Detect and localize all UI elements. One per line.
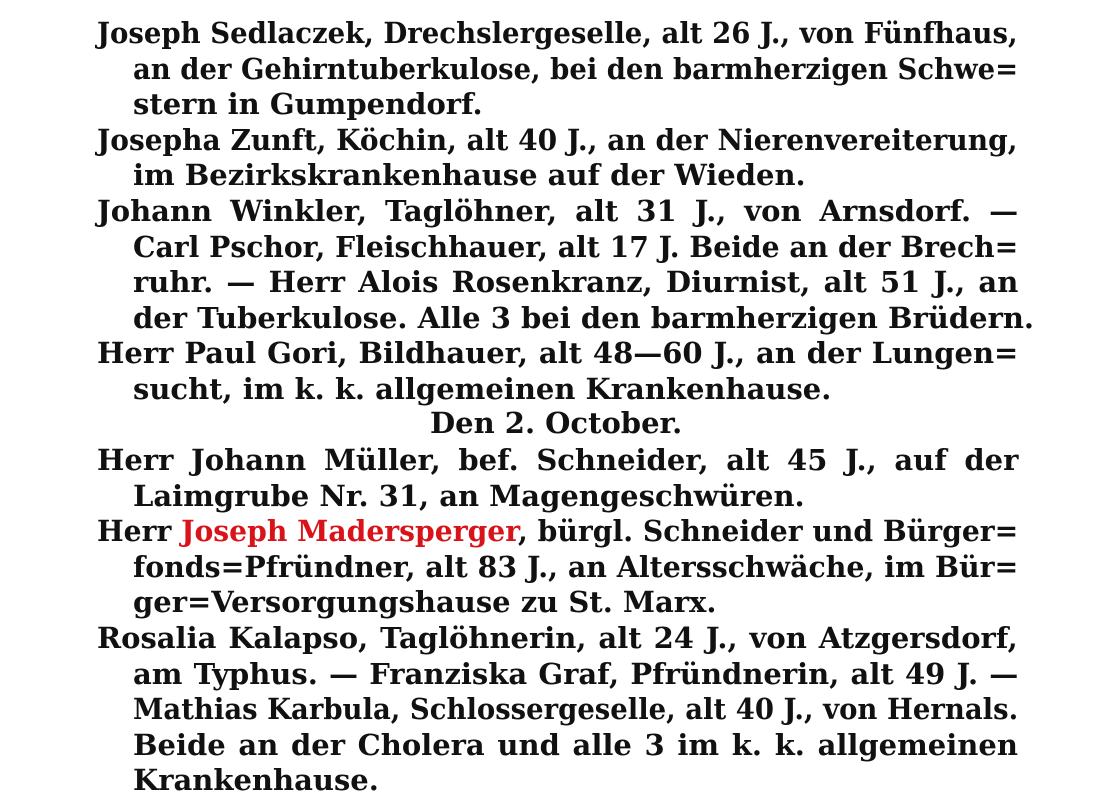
line-text: Laimgrube Nr. 31, an Magengeschwüren. (133, 479, 805, 513)
text-line-1 (97, 15, 1018, 51)
text-line-16 (133, 549, 1018, 585)
line-text: stern in Gumpendorf. (133, 87, 483, 121)
line-text: Mathias Karbula, Schlossergeselle, alt 40 J., von Hernals. (133, 692, 1019, 726)
text-line-18 (97, 620, 1018, 656)
line-text-prefix: Herr (97, 514, 182, 548)
text-line-13 (97, 442, 1018, 478)
text-line-17 (133, 584, 716, 620)
line-text: Johann Winkler, Taglöhner, alt 31 J., von Arnsdorf. — (97, 194, 1019, 228)
date-heading-text: Den 2. October. (430, 406, 683, 440)
line-text: ruhr. — Herr Alois Rosenkranz, Diurnist, alt 51 J., an (133, 265, 1019, 299)
text-line-22 (133, 762, 379, 798)
text-line-2 (133, 51, 1018, 87)
text-line-11 (133, 371, 831, 407)
line-text: Beide an der Cholera und alle 3 im k. k. allgemeinen (133, 728, 1018, 762)
text-line-15 (97, 513, 1018, 549)
text-line-14 (133, 478, 805, 514)
line-text: Rosalia Kalapso, Taglöhnerin, alt 24 J., von Atzgersdorf, (97, 621, 1018, 655)
text-line-8 (133, 264, 1018, 300)
line-text: Krankenhause. (133, 763, 379, 797)
text-line-19 (133, 656, 1018, 692)
line-text: Herr Johann Müller, bef. Schneider, alt 45 J., auf der (97, 443, 1019, 477)
text-line-6 (97, 193, 1018, 229)
line-text: sucht, im k. k. allgemeinen Krankenhause. (133, 372, 832, 406)
line-text: am Typhus. — Franziska Graf, Pfründnerin, alt 49 J. — (133, 657, 1019, 691)
line-text: fonds=Pfründner, alt 83 J., an Altersschwäche, im Bür= (133, 550, 1019, 584)
section-date-heading (430, 405, 682, 441)
line-text: Josepha Zunft, Köchin, alt 40 J., an der Nierenvereiterung, (97, 123, 1018, 157)
line-text: Herr Paul Gori, Bildhauer, alt 48—60 J., an der Lungen= (97, 336, 1019, 370)
line-text: ger=Versorgungshause zu St. Marx. (133, 585, 717, 619)
text-line-21 (133, 727, 1018, 763)
line-text: Joseph Sedlaczek, Drechslergeselle, alt 26 J., von Fünfhaus, (97, 16, 1018, 50)
text-line-5 (133, 157, 806, 193)
text-line-20 (133, 691, 1018, 727)
line-text: im Bezirkskrankenhause auf der Wieden. (133, 158, 806, 192)
text-line-7 (133, 229, 1018, 265)
line-text: an der Gehirntuberkulose, bei den barmherzigen Schwe= (133, 52, 1019, 86)
text-line-3 (133, 86, 483, 122)
line-text-suffix: , bürgl. Schneider und Bürger= (518, 514, 1019, 548)
text-line-9 (133, 300, 1034, 336)
highlighted-name: Joseph Madersperger (181, 514, 519, 548)
text-line-10 (97, 335, 1018, 371)
line-text: Carl Pschor, Fleischhauer, alt 17 J. Beide an der Brech= (133, 230, 1019, 264)
text-line-4 (97, 122, 1018, 158)
line-text: der Tuberkulose. Alle 3 bei den barmherzigen Brüdern. (133, 301, 1035, 335)
